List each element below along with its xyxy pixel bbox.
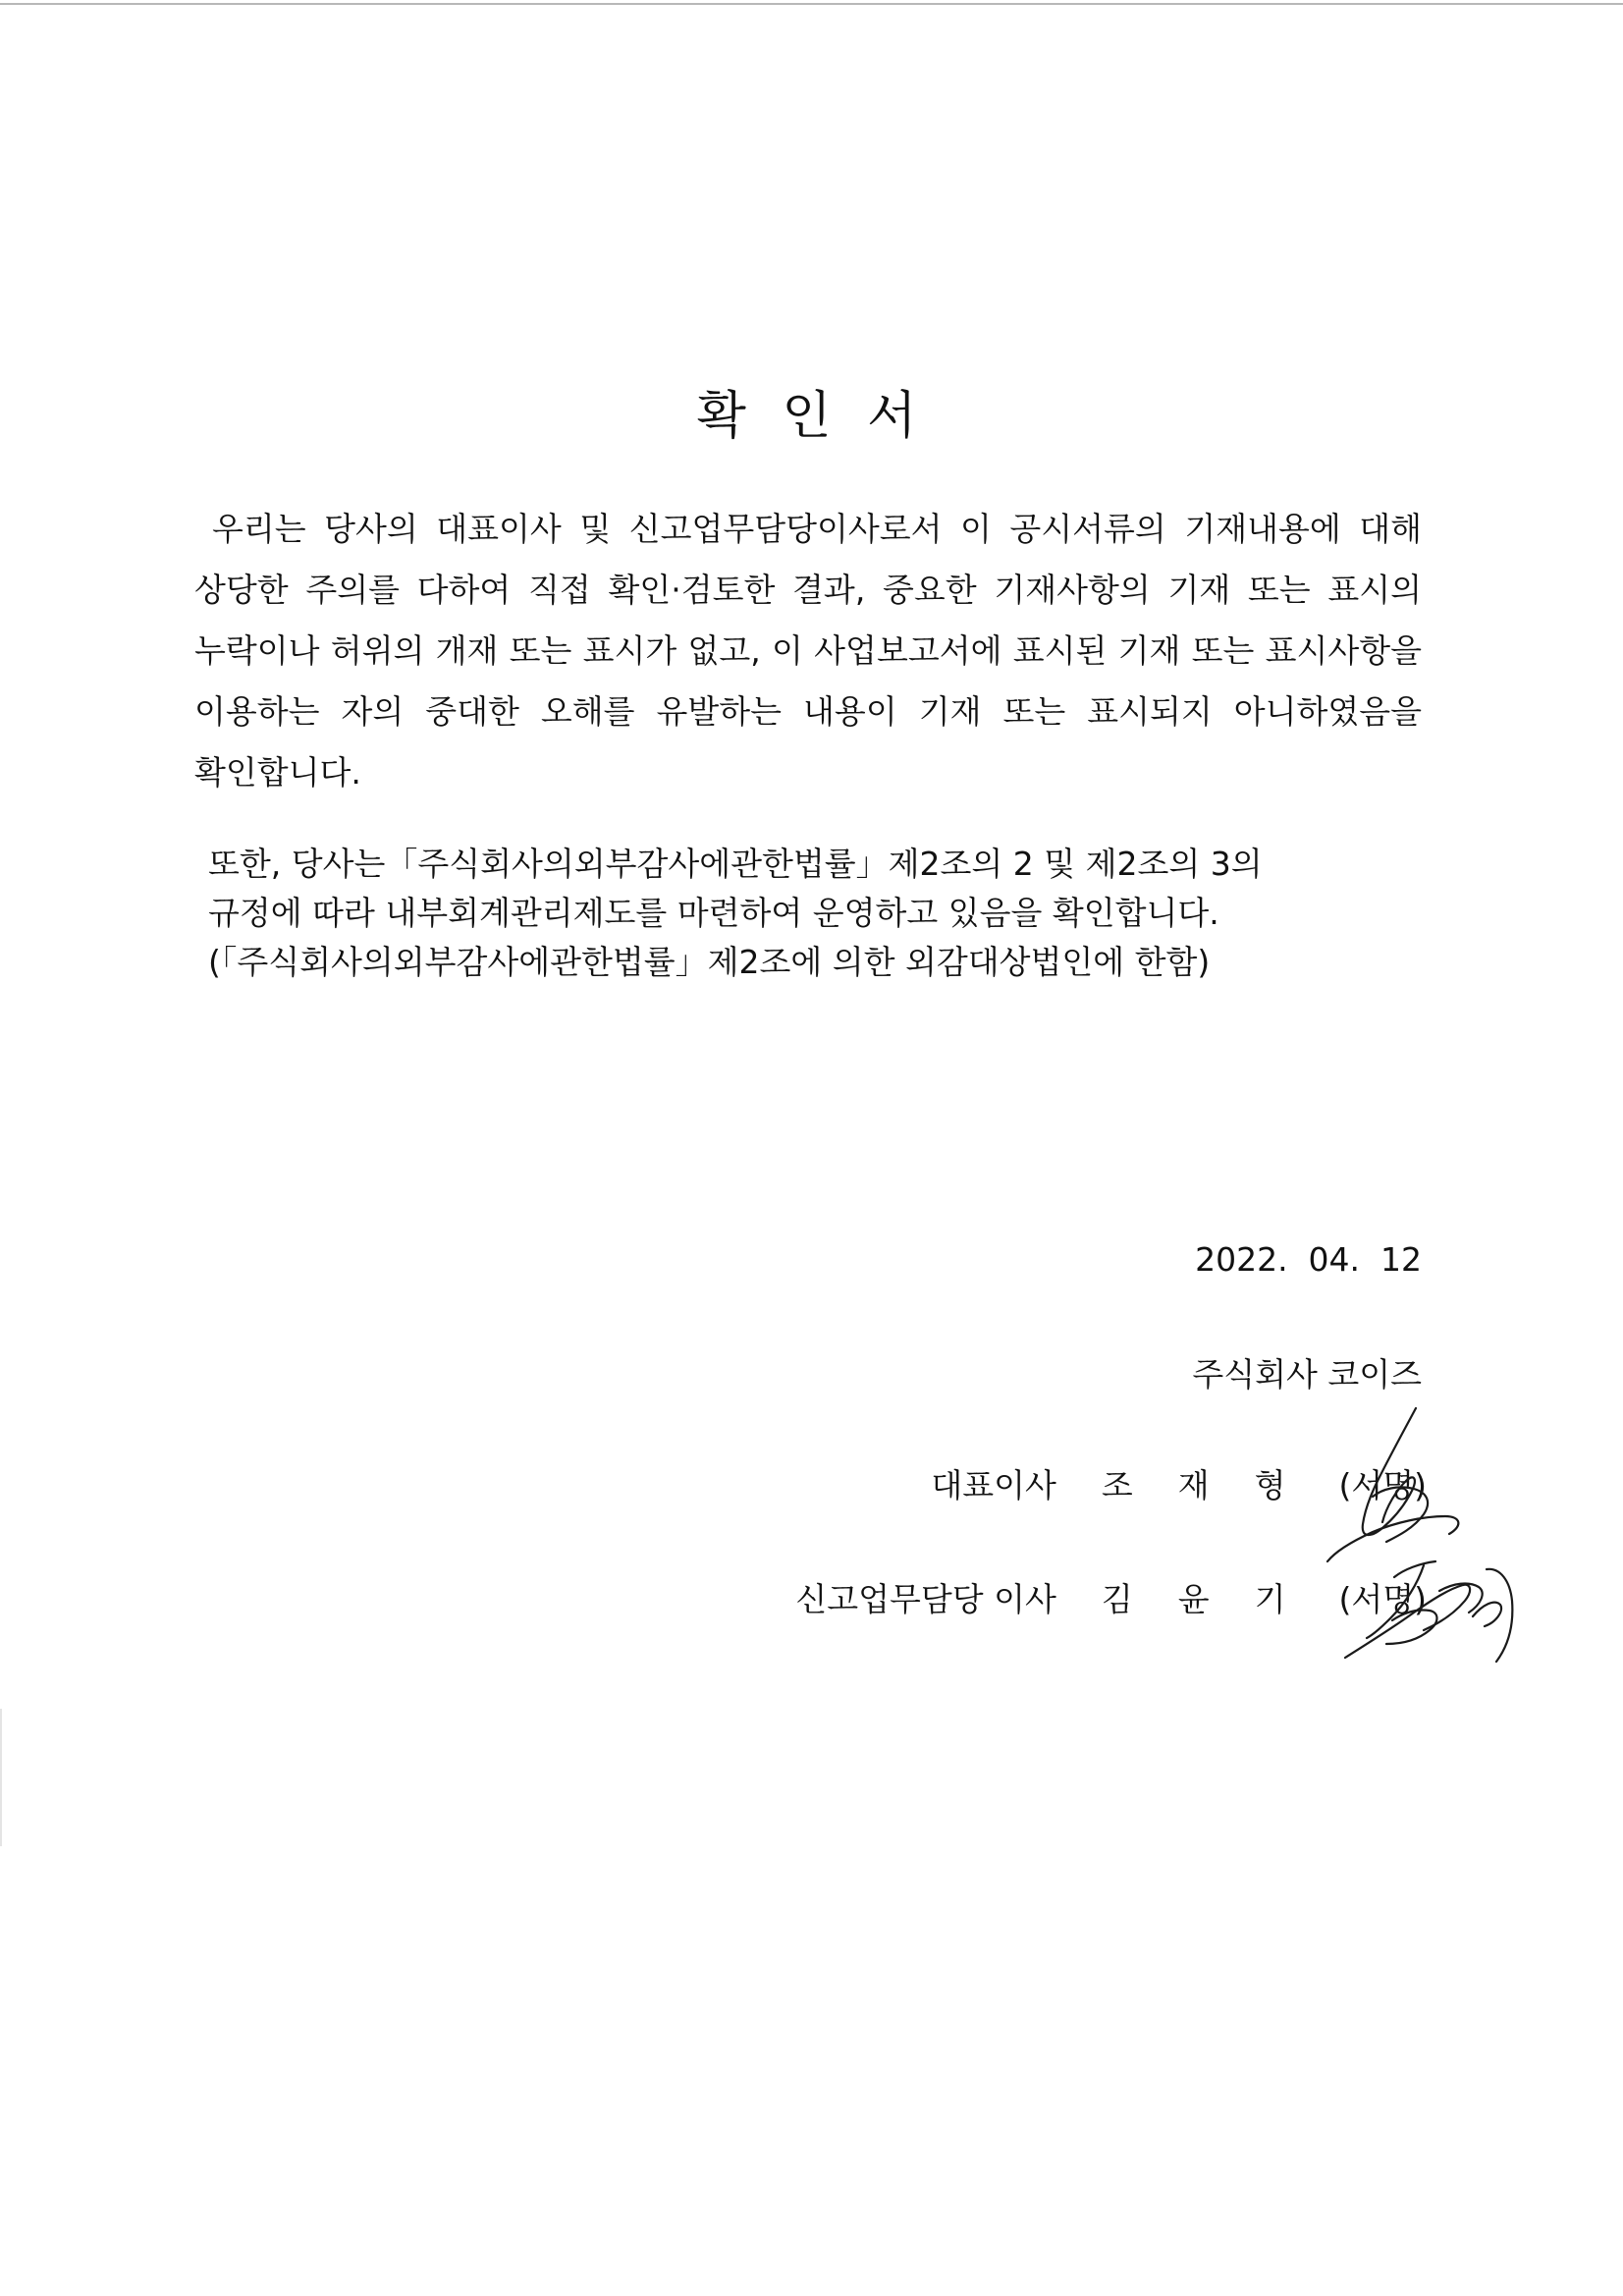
document-date: 2022. 04. 12 <box>1195 1240 1422 1279</box>
signer-role: 대표이사 <box>931 1466 1056 1504</box>
signer-role: 신고업무담당 이사 <box>795 1580 1056 1618</box>
addendum-line-3: (「주식회사의외부감사에관한법률」제2조에 의한 외감대상법인에 한함) <box>208 943 1211 981</box>
signer-name: 조재형 <box>1101 1466 1331 1504</box>
signer-name: 김윤기 <box>1101 1580 1331 1618</box>
signature-stroke-1 <box>1363 1408 1416 1535</box>
internal-control-addendum <box>208 840 1426 987</box>
signature-stroke-8 <box>1439 1584 1483 1613</box>
company-name: 주식회사 코이즈 <box>1192 1355 1422 1394</box>
confirmation-statement: 우리는 당사의 대표이사 및 신고업무담당이사로서 이 공시서류의 기재내용에 대해 상당한 주의를 다하여 직접 확인·검토한 결과, 중요한 기재사항의 기재 또는 표시의 누락이나 허위의 개재 또는 표시가 없고, 이 사업보고서에 표시된 기재 또는 표시사항을 이용하는 자의 중대한 오해를 유발하는 내용이 기재 또는 표시되지 아니하였음을 확인합니다. <box>194 510 1422 792</box>
left-scan-edge <box>0 1709 2 1846</box>
signature-label: (서명) <box>1338 1466 1427 1504</box>
signature-stroke-5 <box>1345 1585 1470 1658</box>
document-title: 확 인 서 <box>696 387 927 446</box>
handwritten-signature <box>1276 1394 1532 1699</box>
addendum-line-2: 규정에 따라 내부회계관리제도를 마련하여 운영하고 있음을 확인합니다. <box>208 894 1219 932</box>
top-scan-edge <box>0 3 1623 5</box>
signature-label: (서명) <box>1338 1580 1427 1618</box>
signature-stroke-4 <box>1367 1561 1435 1638</box>
addendum-line-1: 또한, 당사는「주식회사의외부감사에관한법률」제2조의 2 및 제2조의 3의 <box>208 845 1263 883</box>
signature-stroke-7 <box>1473 1569 1512 1662</box>
signature-stroke-2 <box>1373 1487 1428 1542</box>
